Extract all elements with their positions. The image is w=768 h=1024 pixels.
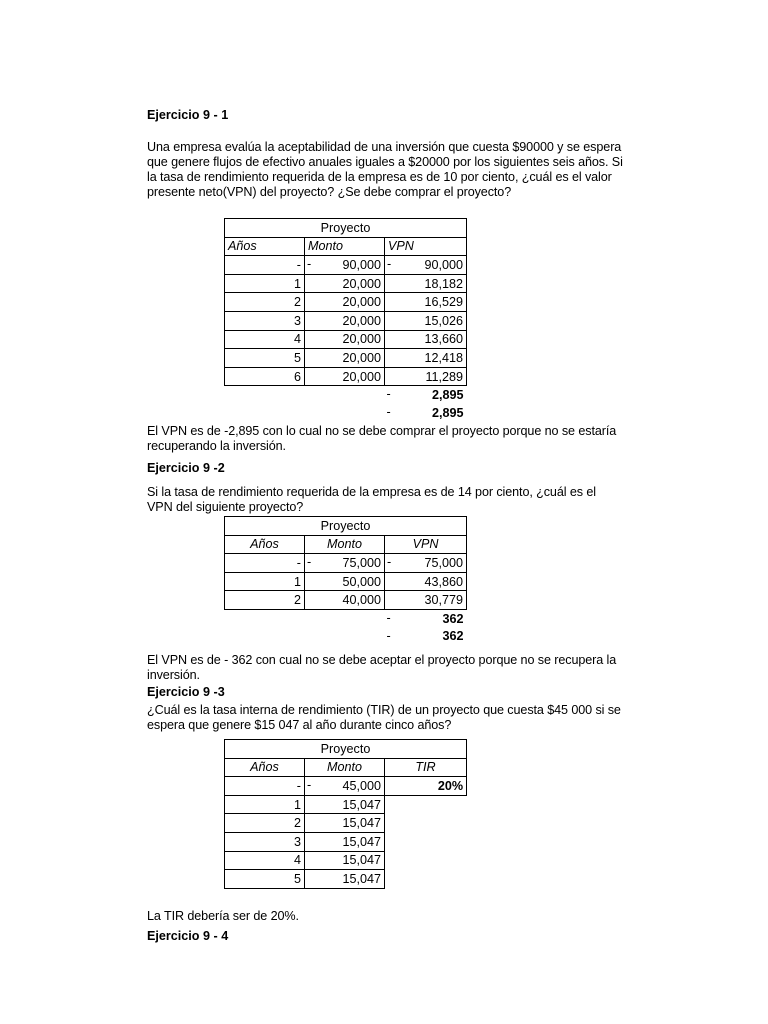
- total-row: [225, 609, 467, 627]
- table-row: [225, 591, 467, 610]
- vpn-total: [385, 609, 467, 627]
- ex1-problem: [147, 140, 647, 200]
- year-cell: 2: [225, 591, 305, 610]
- amount-cell: 20,000: [305, 367, 385, 386]
- sign: -: [386, 628, 391, 643]
- ex1-table-title: Proyecto: [225, 219, 467, 238]
- sign: -: [307, 257, 312, 272]
- amount-cell: 20,000: [305, 311, 385, 330]
- vpn-total-value: 2,895: [432, 405, 464, 420]
- vpn-total: [385, 404, 467, 422]
- table-row: [225, 330, 467, 349]
- ex3-conclusion-line: La TIR debería ser de 20%.: [147, 909, 299, 923]
- amount-value: 90,000: [342, 257, 381, 272]
- year-cell: 1: [225, 572, 305, 591]
- table-row: [225, 870, 467, 889]
- ex1-problem-line: presente neto(VPN) del proyecto? ¿Se debe comprar el proyecto?: [147, 185, 512, 199]
- ex2-conclusion-line: El VPN es de - 362 con cual no se debe aceptar el proyecto porque no se recupera la: [147, 653, 617, 667]
- total-row: [225, 628, 467, 646]
- ex1-conclusion: [147, 424, 647, 454]
- amount-cell: 15,047: [305, 814, 385, 833]
- amount-cell: [305, 554, 385, 573]
- col-header-years: Años: [225, 237, 305, 256]
- ex2-table-title: Proyecto: [225, 517, 467, 536]
- col-header-years: Años: [225, 535, 305, 554]
- amount-cell: 15,047: [305, 870, 385, 889]
- ex2-heading: Ejercicio 9 -2: [147, 461, 225, 475]
- tir-cell: 20%: [385, 777, 467, 796]
- col-header-vpn: VPN: [385, 535, 467, 554]
- year-cell: -: [225, 777, 305, 796]
- vpn-total: [385, 386, 467, 404]
- ex3-problem: [147, 703, 647, 733]
- table-row: [225, 851, 467, 870]
- year-cell: 4: [225, 851, 305, 870]
- year-cell: 1: [225, 274, 305, 293]
- amount-cell: 50,000: [305, 572, 385, 591]
- year-cell: 5: [225, 870, 305, 889]
- amount-value: 45,000: [342, 778, 381, 793]
- table-row: [225, 274, 467, 293]
- ex4-heading: Ejercicio 9 - 4: [147, 929, 229, 943]
- vpn-value: 90,000: [424, 257, 464, 272]
- amount-cell: 15,047: [305, 795, 385, 814]
- vpn-cell: 13,660: [385, 330, 467, 349]
- sign: -: [386, 404, 391, 419]
- year-cell: -: [225, 256, 305, 275]
- ex3-table: [224, 739, 467, 889]
- ex3-problem-line: ¿Cuál es la tasa interna de rendimiento (TIR) de un proyecto que cuesta $45 000 si se: [147, 703, 621, 717]
- ex2-problem: [147, 485, 647, 515]
- amount-cell: 15,047: [305, 851, 385, 870]
- table-row: [225, 367, 467, 386]
- year-cell: 5: [225, 349, 305, 368]
- year-cell: -: [225, 554, 305, 573]
- amount-cell: 15,047: [305, 832, 385, 851]
- col-header-tir: TIR: [385, 758, 467, 777]
- vpn-total-value: 362: [442, 629, 464, 644]
- col-header-vpn: VPN: [385, 237, 467, 256]
- table-row: [225, 311, 467, 330]
- vpn-total-value: 362: [442, 611, 464, 626]
- amount-cell: 40,000: [305, 591, 385, 610]
- year-cell: 2: [225, 814, 305, 833]
- ex1-conclusion-line: El VPN es de -2,895 con lo cual no se debe comprar el proyecto porque no se estaría: [147, 424, 617, 438]
- table-row: [225, 293, 467, 312]
- ex2-problem-line: VPN del siguiente proyecto?: [147, 500, 304, 514]
- ex1-problem-line: que genere flujos de efectivo anuales iguales a $20000 por los siguientes seis años. Si: [147, 155, 623, 169]
- ex3-conclusion: [147, 909, 647, 924]
- sign: -: [387, 257, 392, 272]
- year-cell: 1: [225, 795, 305, 814]
- col-header-years: Años: [225, 758, 305, 777]
- ex3-problem-line: espera que genere $15 047 al año durante cinco años?: [147, 718, 452, 732]
- col-header-amount: Monto: [305, 535, 385, 554]
- ex2-conclusion: [147, 653, 647, 683]
- total-row: [225, 386, 467, 404]
- vpn-cell: 11,289: [385, 367, 467, 386]
- table-row: [225, 349, 467, 368]
- vpn-cell: [385, 554, 467, 573]
- table-row: [225, 832, 467, 851]
- sign: -: [307, 555, 312, 570]
- col-header-amount: Monto: [305, 758, 385, 777]
- amount-cell: 20,000: [305, 293, 385, 312]
- year-cell: 3: [225, 311, 305, 330]
- ex3-heading: Ejercicio 9 -3: [147, 685, 225, 699]
- ex1-conclusion-line: recuperando la inversión.: [147, 439, 286, 453]
- year-cell: 4: [225, 330, 305, 349]
- table-row: [225, 814, 467, 833]
- table-row: [225, 572, 467, 591]
- amount-cell: 20,000: [305, 349, 385, 368]
- vpn-cell: 30,779: [385, 591, 467, 610]
- vpn-cell: 43,860: [385, 572, 467, 591]
- ex2-conclusion-line: inversión.: [147, 668, 200, 682]
- vpn-cell: [385, 256, 467, 275]
- sign: -: [386, 610, 391, 625]
- table-row: [225, 256, 467, 275]
- ex1-problem-line: Una empresa evalúa la aceptabilidad de una inversión que cuesta $90000 y se espera: [147, 140, 622, 154]
- ex1-table: [224, 218, 467, 422]
- vpn-total-value: 2,895: [432, 388, 464, 403]
- ex2-table: [224, 516, 467, 645]
- col-header-amount: Monto: [305, 237, 385, 256]
- year-cell: 2: [225, 293, 305, 312]
- amount-cell: 20,000: [305, 274, 385, 293]
- vpn-cell: 15,026: [385, 311, 467, 330]
- total-row: [225, 404, 467, 422]
- vpn-total: [385, 628, 467, 646]
- ex3-table-title: Proyecto: [225, 740, 467, 759]
- year-cell: 3: [225, 832, 305, 851]
- vpn-value: 75,000: [424, 555, 464, 570]
- vpn-cell: 16,529: [385, 293, 467, 312]
- ex1-heading: Ejercicio 9 - 1: [147, 108, 229, 122]
- amount-value: 75,000: [342, 555, 381, 570]
- table-row: [225, 777, 467, 796]
- vpn-cell: 12,418: [385, 349, 467, 368]
- vpn-cell: 18,182: [385, 274, 467, 293]
- year-cell: 6: [225, 367, 305, 386]
- amount-cell: 20,000: [305, 330, 385, 349]
- table-row: [225, 795, 467, 814]
- sign: -: [387, 555, 392, 570]
- ex1-problem-line: la tasa de rendimiento requerida de la empresa es de 10 por ciento, ¿cuál es el valor: [147, 170, 612, 184]
- table-row: [225, 554, 467, 573]
- sign: -: [307, 778, 312, 793]
- amount-cell: [305, 256, 385, 275]
- sign: -: [386, 387, 391, 402]
- amount-cell: [305, 777, 385, 796]
- ex2-problem-line: Si la tasa de rendimiento requerida de la empresa es de 14 por ciento, ¿cuál es el: [147, 485, 596, 499]
